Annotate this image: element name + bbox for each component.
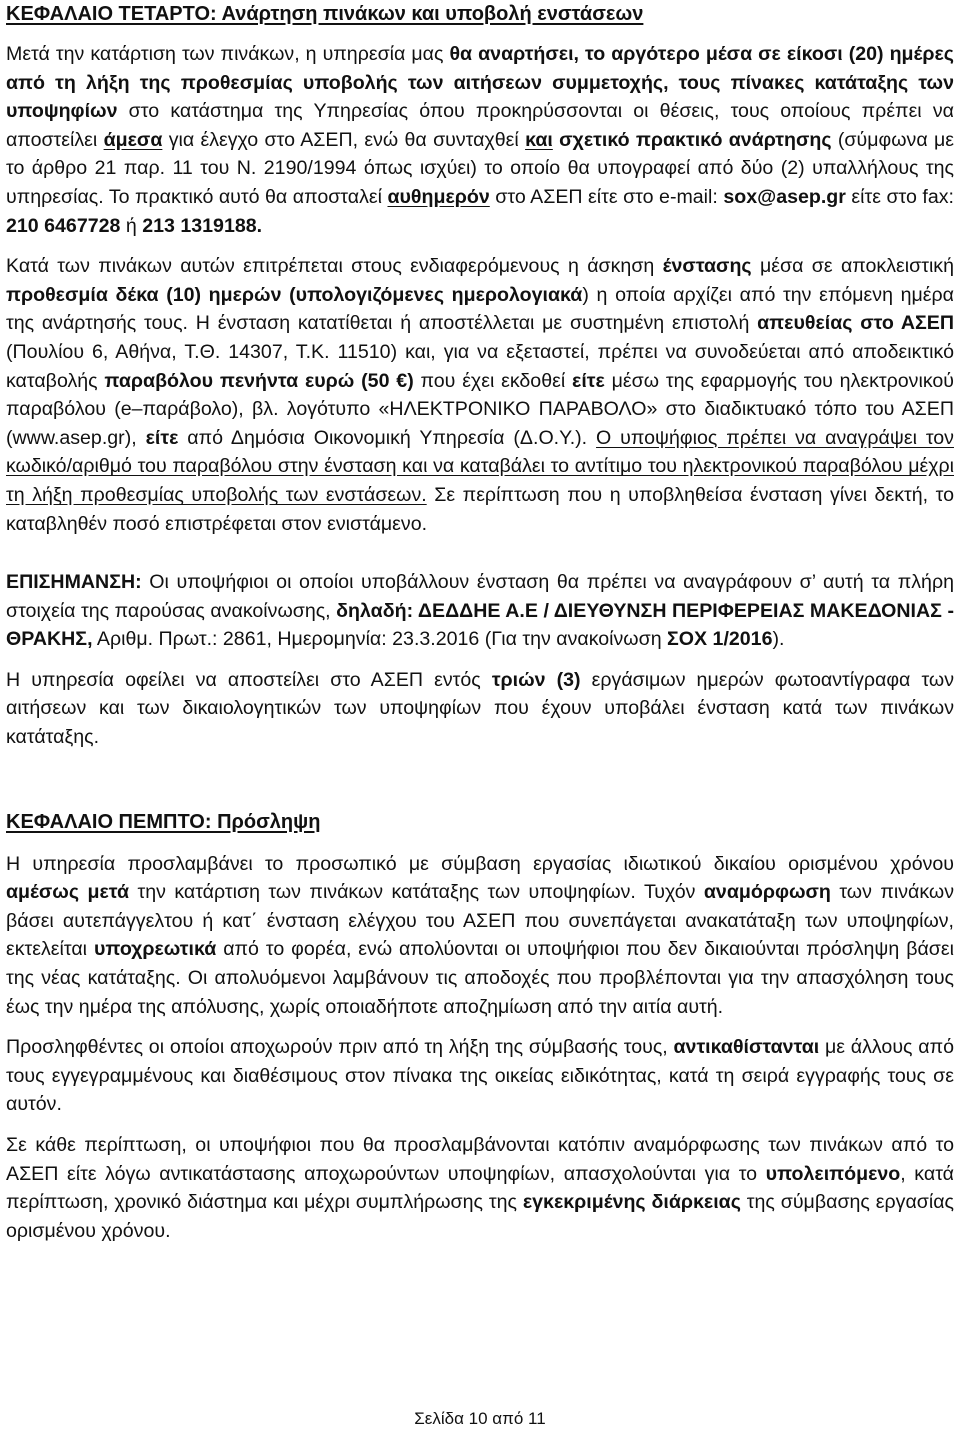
text-run: με άλλους από τους εγγεγραμμένους και διαθέσιμους στον πίνακα της οικείας ειδικότητας, κατά τη σειρά εγγραφής τους σε αυτόν. <box>6 1036 955 1116</box>
page-footer <box>0 1408 960 1430</box>
text-run: παραβόλου πενήντα ευρώ (50 €) <box>104 369 414 392</box>
text-run: από Δημόσια Οικονομική Υπηρεσία (Δ.Ο.Υ.). <box>178 426 597 449</box>
page-number-label: Σελίδα 10 από 11 <box>414 1409 546 1428</box>
document-page <box>6 0 954 1245</box>
text-run: Σε κάθε περίπτωση, οι υποψήφιοι που θα προσλαμβάνονται κατόπιν αναμόρφωσης των πινάκων από το ΑΣΕΠ είτε λόγω αντικατάστασης αποχωρούντων υποψηφίων, απασχολούνται για το <box>6 1134 954 1185</box>
chapter-5-title-text: ΚΕΦΑΛΑΙΟ ΠΕΜΠΤΟ: Πρόσληψη <box>6 810 321 833</box>
text-run: απευθείας στο ΑΣΕΠ <box>757 312 954 335</box>
text-run: αμέσως μετά <box>6 881 129 904</box>
chapter-5-title <box>6 808 954 836</box>
chapter-4-title <box>6 0 954 28</box>
text-run: Μετά την κατάρτιση των πινάκων, η υπηρεσία μας <box>6 43 450 65</box>
text-run: Σε περίπτωση που η υποβληθείσα ένσταση γίνει δεκτή, το καταβληθέν ποσό επιστρέφεται στον ενιστάμενο. <box>6 483 954 535</box>
text-run: είτε στο fax: <box>845 185 954 208</box>
text-run: άμεσα <box>103 128 163 151</box>
text-run: αντικαθίστανται <box>673 1036 820 1059</box>
text-run: θα αναρτήσει, το αργότερο μέσα σε είκοσι (20) ημέρες από τη λήξη της προθεσμίας υποβολής των αιτήσεων συμμετοχής, τους πίνακες κατάταξης των υποψηφίων <box>6 43 954 123</box>
text-run: ). <box>772 628 785 651</box>
text-run: μέσω της εφαρμογής του ηλεκτρονικού παραβόλου (e–παράβολο), βλ. λογότυπο «ΗΛΕΚΤΡΟΝΙΚΟ ΠΑΡΑΒΟΛΟ» στο διαδικτυακό τόπο του ΑΣΕΠ (www.asep.gr), <box>6 369 954 449</box>
text-run: σχετικό πρακτικό ανάρτησης <box>559 128 832 151</box>
text-run: δηλαδή: ΔΕΔΔΗΕ Α.Ε / ΔΙΕΥΘΥΝΣΗ ΠΕΡΙΦΕΡΕΙΑΣ ΜΑΚΕΔΟΝΙΑΣ - ΘΡΑΚΗΣ, <box>6 599 954 651</box>
text-run: Η υπηρεσία προσλαμβάνει το προσωπικό με σύμβαση εργασίας ιδιωτικού δικαίου ορισμένου χρόνου <box>6 852 954 875</box>
text-run: (σύμφωνα με το άρθρο 21 παρ. 11 του Ν. 2190/1994 όπως ισχύει) το οποίο θα υπογραφεί από δύο (2) υπαλλήλους της υπηρεσίας. Το πρακτικό αυτό θα αποσταλεί <box>6 128 954 208</box>
text-run: αυθημερόν <box>387 185 490 208</box>
text-run: προθεσμία δέκα (10) ημερών (υπολογιζόμενες ημερολογιακά <box>6 283 583 306</box>
chapter-5-paragraph-2 <box>6 1033 954 1119</box>
chapter-5-paragraph-3 <box>6 1131 954 1245</box>
text-run: ΣΟΧ 1/2016 <box>667 628 773 651</box>
text-run: Η υπηρεσία οφείλει να αποστείλει στο ΑΣΕΠ εντός <box>6 668 492 691</box>
text-run: Κατά των πινάκων αυτών επιτρέπεται στους ενδιαφερόμενους η άσκηση <box>6 255 663 278</box>
text-run: την κατάρτιση των πινάκων κατάταξης των υποψηφίων. Τυχόν <box>129 881 704 904</box>
text-run: (Πουλίου 6, Αθήνα, Τ.Θ. 14307, Τ.Κ. 11510) και, για να εξεταστεί, πρέπει να συνοδεύεται από αποδεικτικό καταβολής <box>6 340 954 392</box>
chapter-4-notice-paragraph <box>6 568 954 654</box>
text-run: στο κατάστημα της Υπηρεσίας όπου προκηρύσσονται οι θέσεις, τους οποίους πρέπει να αποστείλει <box>6 100 954 151</box>
text-run: υπολειπόμενο <box>765 1162 901 1185</box>
text-run: για έλεγχο στο ΑΣΕΠ, ενώ θα συνταχθεί <box>162 128 526 151</box>
text-run: , κατά περίπτωση, χρονικό διάστημα και μέχρι συμπλήρωσης της <box>6 1162 954 1214</box>
text-run: sox@asep.gr <box>723 185 846 208</box>
text-run: εργάσιμων ημερών φωτοαντίγραφα των αιτήσεων και των δικαιολογητικών των υποψηφίων που έχουν υποβάλει ένσταση κατά των πινάκων κατάταξης. <box>6 668 955 749</box>
text-run: 213 1319188. <box>142 214 263 237</box>
chapter-5-paragraph-1 <box>6 850 954 1022</box>
text-run: είτε <box>145 426 179 449</box>
chapter-4-paragraph-1 <box>6 40 954 240</box>
text-run: ή <box>120 214 143 237</box>
text-run: υποχρεωτικά <box>93 938 217 961</box>
text-run: Οι υποψήφιοι οι οποίοι υποβάλλουν ένσταση θα πρέπει να αναγράφουν σ’ αυτή τα πλήρη στοιχεία της παρούσας ανακοίνωσης, <box>6 571 954 622</box>
text-run: Προσληφθέντες οι οποίοι αποχωρούν πριν από τη λήξη της σύμβασής τους, <box>6 1036 674 1059</box>
text-run: ένστασης <box>662 255 752 278</box>
text-run: 210 6467728 <box>6 214 121 237</box>
text-run: στο ΑΣΕΠ είτε στο e-mail: <box>489 185 724 208</box>
text-run: από το φορέα, ενώ απολύονται οι υποψήφιοι που δεν δικαιούνται πρόσληψη βάσει της νέας κατάταξης. Οι απολυόμενοι λαμβάνουν τις αποδοχές που προβλέπονται για την απασχόληση τους έως την ημέρα της απόλυσης, χωρίς οποιαδήποτε αποζημίωση από την αιτία αυτή. <box>6 938 954 1018</box>
text-run: ΕΠΙΣΗΜΑΝΣΗ: <box>6 571 142 594</box>
text-run: Αριθμ. Πρωτ.: 2861, Ημερομηνία: 23.3.2016 (Για την ανακοίνωση <box>92 628 668 651</box>
text-run: εγκεκριμένης διάρκειας <box>522 1191 741 1214</box>
text-run: μέσα σε αποκλειστική <box>751 255 954 278</box>
text-run: είτε <box>572 369 605 392</box>
chapter-4-paragraph-4 <box>6 666 954 752</box>
text-run: και <box>525 128 553 151</box>
text-run: Ο υποψήφιος πρέπει να αναγράψει τον κωδικό/αριθμό του παραβόλου στην ένσταση και να καταβάλει το αντίτιμο του ηλεκτρονικού παραβόλου μέχρι τη λήξη προθεσμίας υποβολής των ενστάσεων. <box>6 426 954 506</box>
text-run: ) η οποία αρχίζει από την επόμενη ημέρα της ανάρτησής τους. Η ένσταση κατατίθεται ή αποστέλλεται με συστημένη επιστολή <box>6 283 955 335</box>
chapter-4-paragraph-2 <box>6 252 954 538</box>
chapter-4-title-text: ΚΕΦΑΛΑΙΟ ΤΕΤΑΡΤΟ: Ανάρτηση πινάκων και υποβολή ενστάσεων <box>6 3 644 25</box>
text-run: των πινάκων βάσει αυτεπάγγελτου ή κατ΄ ένσταση ελέγχου του ΑΣΕΠ που συνεπάγεται ανακατάταξη των υποψηφίων, εκτελείται <box>6 881 954 961</box>
text-run: τριών (3) <box>491 668 581 691</box>
text-run: που έχει εκδοθεί <box>413 369 573 392</box>
text-run: αναμόρφωση <box>703 881 831 904</box>
text-run: της σύμβασης εργασίας ορισμένου χρόνου. <box>6 1191 954 1242</box>
